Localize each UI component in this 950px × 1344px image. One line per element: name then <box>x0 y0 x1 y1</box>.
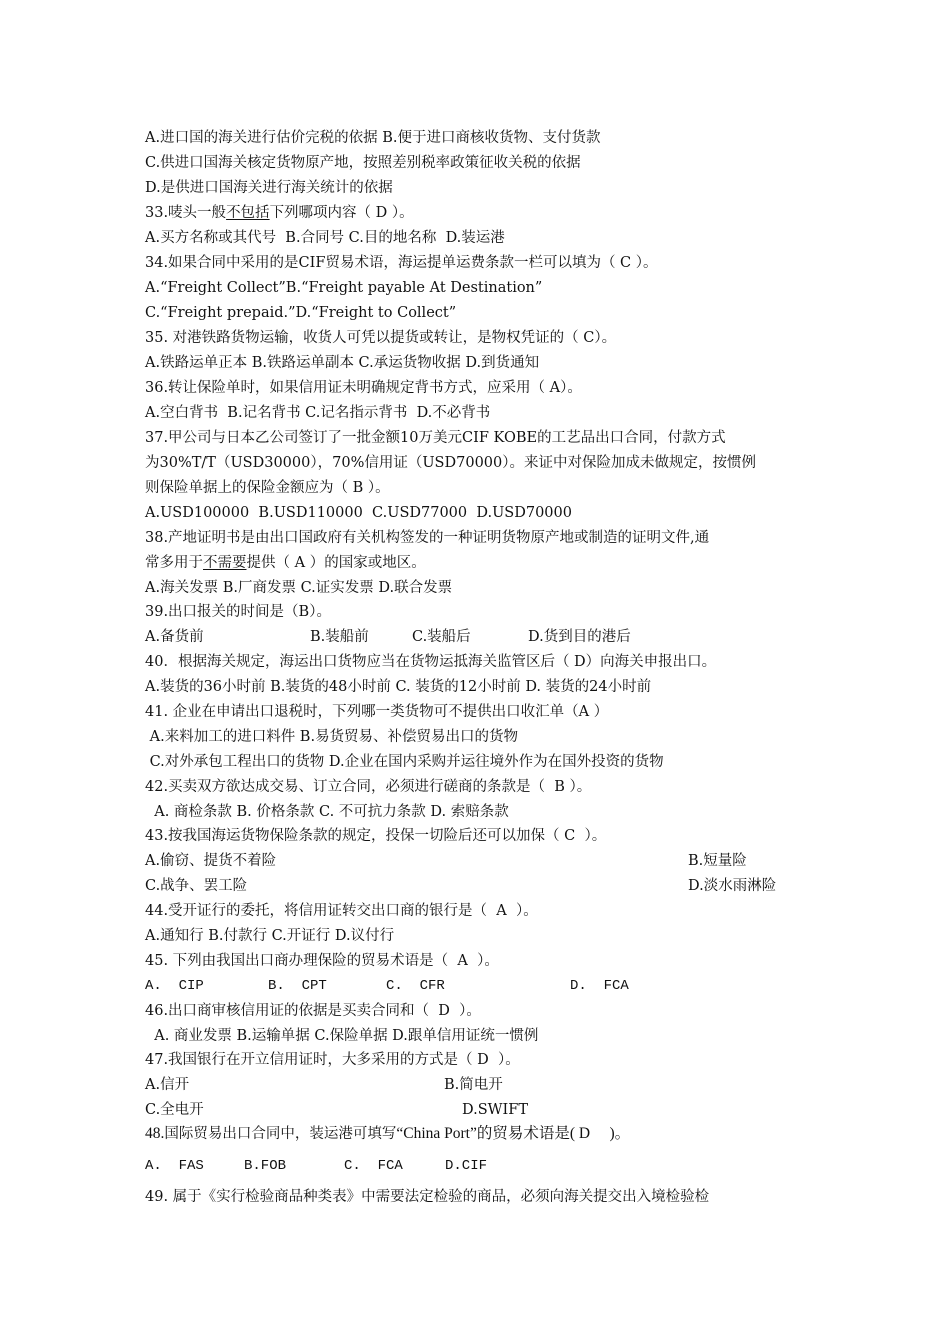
text-line: A.USD100000 B.USD110000 C.USD77000 D.USD70000 <box>145 505 572 521</box>
text-line: 39.出口报关的时间是（B）。 <box>145 604 331 620</box>
text-line: 47.我国银行在开立信用证时，大多采用的方式是（ D ）。 <box>145 1052 520 1068</box>
text-line: 45. 下列由我国出口商办理保险的贸易术语是（ A ）。 <box>145 953 499 969</box>
text-line: 44.受开证行的委托，将信用证转交出口商的银行是（ A ）。 <box>145 903 538 919</box>
text-line: 41. 企业在申请出口退税时，下列哪一类货物可不提供出口收汇单（A ） <box>145 704 609 720</box>
q43-option-c: C.战争、罢工险 <box>145 878 248 894</box>
q47-option-b: B.简电开 <box>444 1077 503 1093</box>
q33-underlined: 不包括 <box>226 205 270 221</box>
text-line: 38.产地证明书是由出口国政府有关机构签发的一种证明货物原产地或制造的证明文件,通 <box>145 530 710 546</box>
q48-suffix: 的贸易术语是( D )。 <box>476 1125 631 1142</box>
q48-option-a: A. FAS <box>145 1158 204 1174</box>
q47-option-c: C.全电开 <box>145 1102 204 1118</box>
q45-option-c: C. CFR <box>386 978 445 994</box>
text-line: 35. 对港铁路货物运输，收货人可凭以提货或转让，是物权凭证的（ C）。 <box>145 330 617 346</box>
q39-option-a: A.备货前 <box>145 629 204 645</box>
q45-option-b: B. CPT <box>268 978 327 994</box>
text-line: 42.买卖双方欲达成交易、订立合同，必须进行磋商的条款是（ B ）。 <box>145 779 592 795</box>
text-line: 则保险单据上的保险金额应为（ B ）。 <box>145 480 390 496</box>
q48-option-b: B.FOB <box>244 1158 287 1174</box>
text-line: C.供进口国海关核定货物原产地，按照差别税率政策征收关税的依据 <box>145 155 581 171</box>
text-line: 40．根据海关规定，海运出口货物应当在货物运抵海关监管区后（ D）向海关申报出口。 <box>145 654 717 670</box>
text-line: A.进口国的海关进行估价完税的依据 B.便于进口商核收货物、支付货款 <box>145 130 601 146</box>
q48-quote: “China Port” <box>396 1125 477 1142</box>
q45-option-d: D. FCA <box>570 978 629 994</box>
q39-option-b: B.装船前 <box>310 629 369 645</box>
text-line: 34.如果合同中采用的是CIF贸易术语，海运提单运费条款一栏可以填为（ C ）。 <box>145 255 658 271</box>
text-line: C.对外承包工程出口的货物 D.企业在国内采购并运往境外作为在国外投资的货物 <box>145 754 664 770</box>
text-line: A.装货的36小时前 B.装货的48小时前 C. 装货的12小时前 D. 装货的24小时前 <box>145 679 652 695</box>
q43-option-d: D.淡水雨淋险 <box>688 878 777 894</box>
question-48 <box>145 1124 630 1144</box>
question-38-line2 <box>145 553 426 573</box>
q33-text-end: 下列哪项内容（ D ）。 <box>269 205 414 221</box>
text-line: A. 商检条款 B. 价格条款 C. 不可抗力条款 D. 索赔条款 <box>145 804 509 820</box>
q47-option-d: D.SWIFT <box>462 1102 529 1118</box>
q39-option-d: D.货到目的港后 <box>528 629 631 645</box>
q33-text-start: 33.唛头一般 <box>145 205 227 221</box>
text-line: C.“Freight prepaid.”D.“Freight to Collect” <box>145 305 457 321</box>
question-33 <box>145 203 414 223</box>
text-line: A.铁路运单正本 B.铁路运单副本 C.承运货物收据 D.到货通知 <box>145 355 540 371</box>
q43-option-b: B.短量险 <box>688 853 747 869</box>
q38-text-start: 常多用于 <box>145 555 203 571</box>
text-line: 为30%T/T（USD30000），70%信用证（USD70000）。来证中对保险加成未做规定，按惯例 <box>145 455 756 471</box>
text-line: A.空白背书 B.记名背书 C.记名指示背书 D.不必背书 <box>145 405 491 421</box>
text-line: A.来料加工的进口料件 B.易货贸易、补偿贸易出口的货物 <box>145 729 519 745</box>
q48-number: 48. <box>145 1125 165 1142</box>
text-line: 49. 属于《实行检验商品种类表》中需要法定检验的商品，必须向海关提交出入境检验检 <box>145 1189 710 1205</box>
q43-option-a: A.偷窃、提货不着险 <box>145 853 277 869</box>
text-line: 43.按我国海运货物保险条款的规定，投保一切险后还可以加保（ C ）。 <box>145 828 607 844</box>
text-line: 37.甲公司与日本乙公司签订了一批金额10万美元CIF KOBE的工艺品出口合同，付款方式 <box>145 430 726 446</box>
q48-option-d: D.CIF <box>445 1158 488 1174</box>
q48-text: 国际贸易出口合同中，装运港可填写 <box>164 1126 397 1142</box>
q38-underlined: 不需要 <box>203 555 247 571</box>
q38-text-end: 提供（ A ）的国家或地区。 <box>246 555 426 571</box>
q45-option-a: A. CIP <box>145 978 204 994</box>
text-line: A.买方名称或其代号 B.合同号 C.目的地名称 D.装运港 <box>145 230 505 246</box>
text-line: A. 商业发票 B.运输单据 C.保险单据 D.跟单信用证统一惯例 <box>145 1028 539 1044</box>
q48-option-c: C. FCA <box>344 1158 403 1174</box>
text-line: A.海关发票 B.厂商发票 C.证实发票 D.联合发票 <box>145 580 453 596</box>
text-line: 46.出口商审核信用证的依据是买卖合同和（ D ）。 <box>145 1003 481 1019</box>
text-line: A.通知行 B.付款行 C.开证行 D.议付行 <box>145 928 395 944</box>
q47-option-a: A.信开 <box>145 1077 190 1093</box>
text-line: D.是供进口国海关进行海关统计的依据 <box>145 180 393 196</box>
text-line: A.“Freight Collect”B.“Freight payable At Destination” <box>145 280 543 296</box>
text-line: 36.转让保险单时，如果信用证未明确规定背书方式，应采用（ A）。 <box>145 380 582 396</box>
q39-option-c: C.装船后 <box>412 629 471 645</box>
